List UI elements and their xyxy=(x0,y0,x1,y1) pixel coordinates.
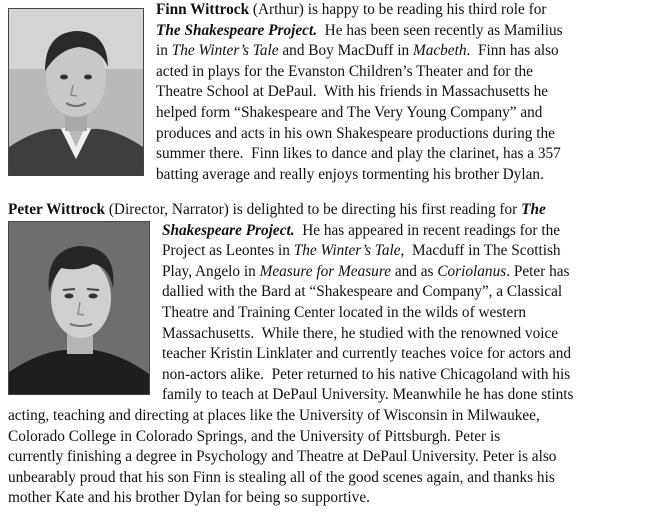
peter-wittrock-photo xyxy=(8,221,150,395)
peter-full-line-4: unbearably proud that his son Finn is stealing all of the good scenes again, and thanks his xyxy=(8,468,555,486)
finn-wittrock-photo xyxy=(8,8,144,176)
peter-text: Theatre and Training Center located in the wilds of western xyxy=(162,303,527,321)
peter-italic-title: Measure for Measure xyxy=(259,262,392,280)
finn-text: summer there. Finn likes to dance and play the clarinet, has a 357 xyxy=(156,145,561,163)
finn-text: . Finn has also xyxy=(466,42,559,60)
finn-text: Theatre School at DePaul. With his friends in Massachusetts he xyxy=(156,83,549,101)
peter-text: Massachusetts. While there, he studied with the renowned voice xyxy=(162,324,559,342)
bio-peter-wittrock xyxy=(8,200,659,509)
finn-text: and Boy MacDuff in xyxy=(278,42,413,60)
peter-text: and as xyxy=(391,262,438,280)
peter-text: Project as Leontes in xyxy=(162,242,294,260)
peter-name: Peter Wittrock xyxy=(8,201,105,218)
peter-text: He has appeared in recent readings for the xyxy=(294,221,561,239)
peter-italic-title: Coriolanus xyxy=(437,262,507,280)
peter-italic-title: The Winter’s Tale xyxy=(293,242,401,260)
peter-text: teacher Kristin Linklater and currently teaches voice for actors and xyxy=(162,345,572,363)
peter-title-text: Shakespeare Project. xyxy=(162,221,295,239)
peter-role: (Director, Narrator) xyxy=(108,201,229,218)
peter-full-width-lines xyxy=(8,406,659,509)
peter-line-1 xyxy=(8,200,659,221)
finn-text: acted in plays for the Evanston Children’s Theater and for the xyxy=(156,62,533,80)
peter-full-line-5: mother Kate and his brother Dylan for being so supportive. xyxy=(8,489,370,507)
peter-full-line-1: acting, teaching and directing at places like the University of Wisconsin in Milwaukee, xyxy=(8,406,540,424)
finn-italic-title: The Winter’s Tale xyxy=(171,42,279,60)
finn-title-text: The Shakespeare Project. xyxy=(156,21,318,39)
finn-text: produces and acts in his own Shakespeare productions during the xyxy=(156,124,555,142)
finn-name: Finn Wittrock xyxy=(156,1,250,18)
peter-text: family to teach at DePaul University. Meanwhile he has done stints xyxy=(162,386,574,404)
peter-text: . Peter has xyxy=(506,262,570,280)
peter-full-line-2: Colorado College in Colorado Springs, and the University of Pittsburgh. Peter is xyxy=(8,427,501,445)
finn-text: in xyxy=(156,42,172,60)
finn-text: He has been seen recently as Mamilius xyxy=(317,21,563,39)
finn-italic-title: Macbeth xyxy=(412,42,467,60)
bio-finn-wittrock xyxy=(8,0,659,185)
finn-text: helped form “Shakespeare and The Very Young Company” and xyxy=(156,103,543,121)
peter-full-line-3: currently finishing a degree in Psychology and Theatre at DePaul University. Peter is also xyxy=(8,448,557,466)
finn-text: batting average and really enjoys tormenting his brother Dylan. xyxy=(156,165,544,183)
peter-text: dallied with the Bard at “Shakespeare and Company”, a Classical xyxy=(162,283,563,301)
peter-line-1-text: is delighted to be directing his first reading for xyxy=(228,201,522,218)
finn-role: (Arthur) xyxy=(252,1,304,18)
peter-text: , Macduff in The Scottish xyxy=(400,242,561,260)
finn-line-1-text: is happy to be reading his third role for xyxy=(303,1,547,18)
peter-text: non-actors alike. Peter returned to his native Chicagoland with his xyxy=(162,365,571,383)
peter-line-1-title: The xyxy=(521,201,546,218)
peter-text: Play, Angelo in xyxy=(162,262,260,280)
